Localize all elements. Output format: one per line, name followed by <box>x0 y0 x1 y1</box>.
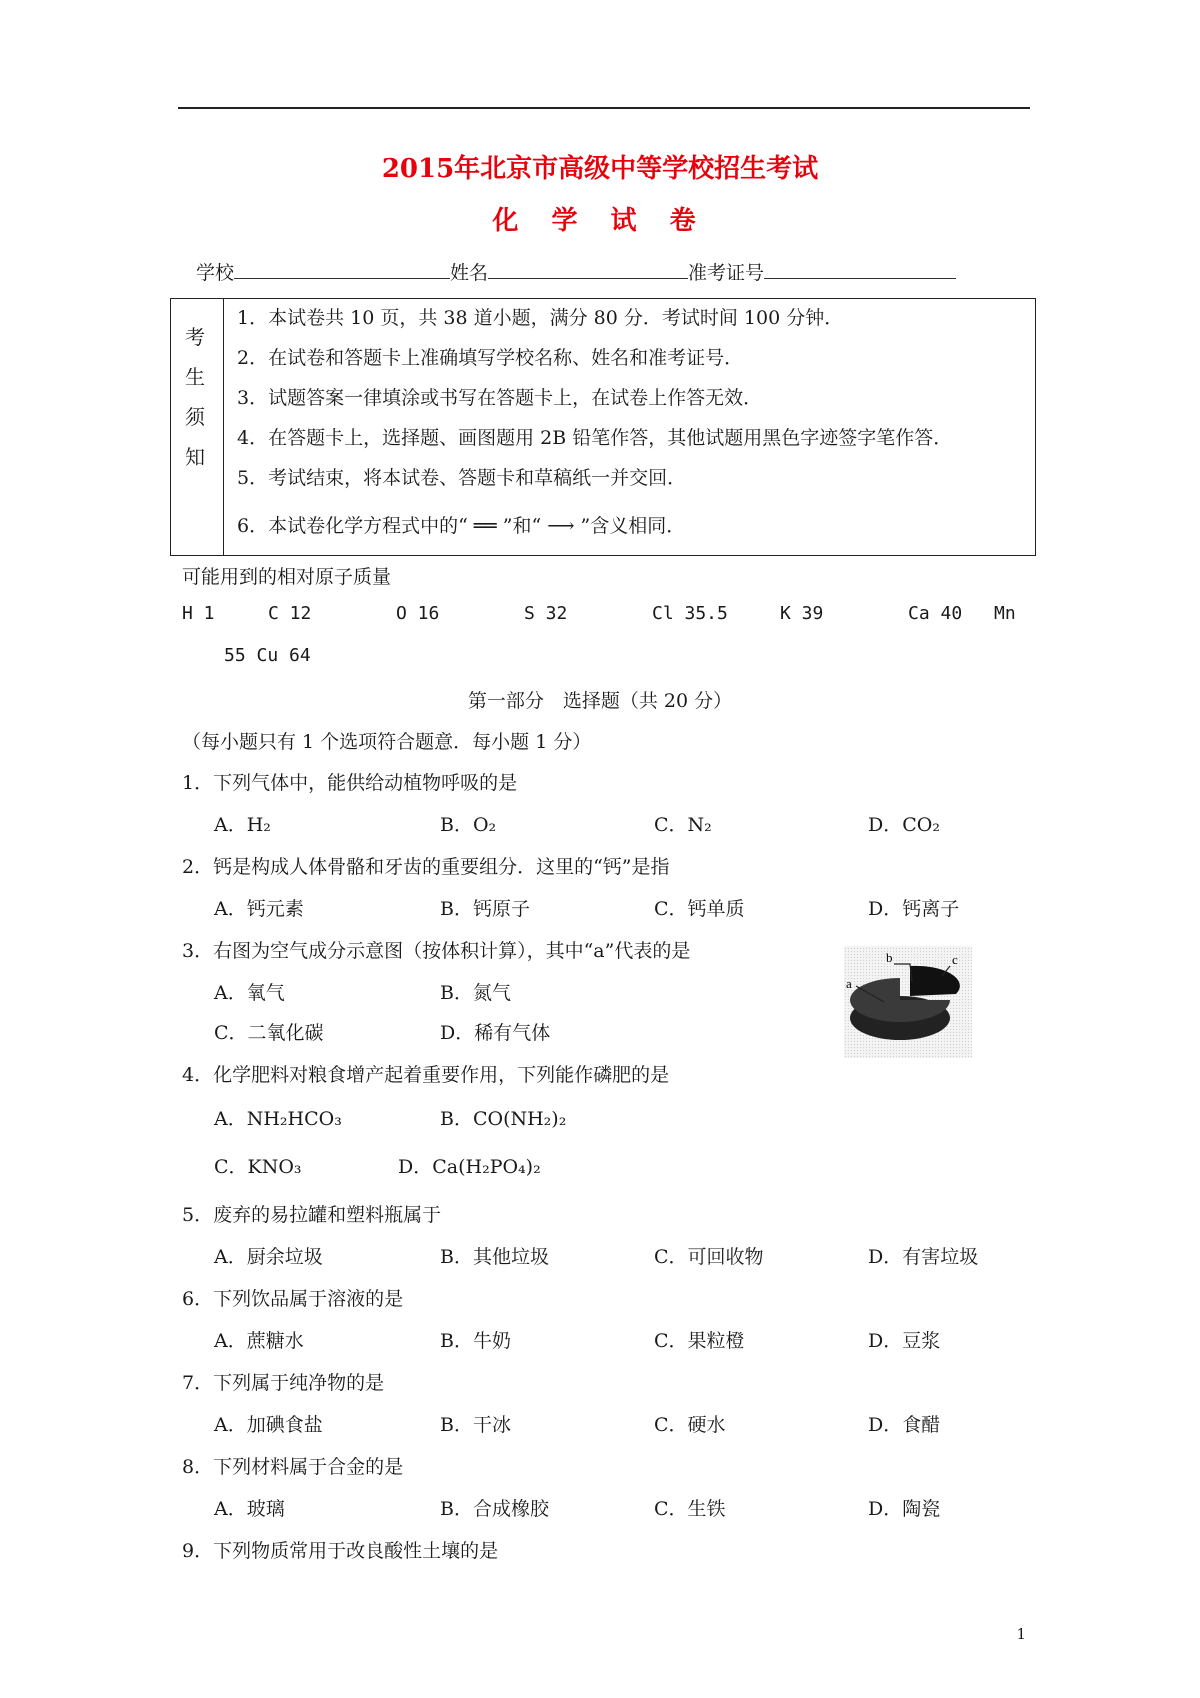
notice-label-column <box>171 299 224 555</box>
option: A．玻璃 <box>214 1498 285 1520</box>
question-stem: 3．右图为空气成分示意图（按体积计算），其中“a”代表的是 <box>182 940 691 962</box>
mass-item: S 32 <box>524 603 568 624</box>
notice-item: 5．考试结束，将本试卷、答题卡和草稿纸一并交回． <box>237 467 687 489</box>
question-stem: 2．钙是构成人体骨骼和牙齿的重要组分．这里的“钙”是指 <box>182 856 670 878</box>
pie-label-a: a <box>846 976 852 991</box>
option: B．其他垃圾 <box>440 1246 549 1268</box>
option: B．钙原子 <box>440 898 530 920</box>
pie-label-c: c <box>952 952 958 967</box>
option: A．蔗糖水 <box>214 1330 304 1352</box>
mass-item: Cl 35.5 <box>652 603 728 624</box>
air-composition-pie-figure <box>838 938 978 1062</box>
info-fields <box>196 258 956 285</box>
option: B．干冰 <box>440 1414 511 1436</box>
notice-box <box>170 298 1036 556</box>
exam-title: 2015年北京市高级中等学校招生考试 <box>381 154 819 184</box>
section-note: （每小题只有 1 个选项符合题意．每小题 1 分） <box>182 731 592 753</box>
notice-label-char: 知 <box>185 445 205 469</box>
notice-label-char: 须 <box>185 405 205 429</box>
option: C．钙单质 <box>654 898 745 920</box>
mass-item: O 16 <box>396 603 440 624</box>
section-title: 第一部分 选择题（共 20 分） <box>467 690 733 712</box>
mass-item: Ca 40 <box>908 603 963 624</box>
option: C．生铁 <box>654 1498 726 1520</box>
notice-item: 3．试题答案一律填涂或书写在答题卡上，在试卷上作答无效． <box>237 387 763 409</box>
question-stem: 9．下列物质常用于改良酸性土壤的是 <box>182 1540 499 1562</box>
option: C．N₂ <box>654 814 712 836</box>
question-stem: 1．下列气体中，能供给动植物呼吸的是 <box>182 772 518 794</box>
pie-label-b: b <box>886 950 893 965</box>
option: D．有害垃圾 <box>868 1246 979 1268</box>
option: D．Ca(H₂PO₄)₂ <box>398 1156 541 1178</box>
option: B．合成橡胶 <box>440 1498 549 1520</box>
notice-item: 2．在试卷和答题卡上准确填写学校名称、姓名和准考证号． <box>237 347 744 369</box>
mass-line-2: 55 Cu 64 <box>224 645 311 666</box>
option: A．钙元素 <box>214 898 304 920</box>
option: B．O₂ <box>440 814 497 836</box>
notice-item: 4．在答题卡上，选择题、画图题用 2B 铅笔作答，其他试题用黑色字迹签字笔作答． <box>237 427 953 449</box>
name-label: 姓名 <box>450 262 489 284</box>
exam-subtitle: 化 学 试 卷 <box>492 206 708 236</box>
option: C．二氧化碳 <box>214 1022 324 1044</box>
option: B．CO(NH₂)₂ <box>440 1108 567 1130</box>
question-stem: 5．废弃的易拉罐和塑料瓶属于 <box>182 1204 442 1226</box>
mass-item: K 39 <box>780 603 824 624</box>
mass-item: C 12 <box>268 603 312 624</box>
question-stem: 7．下列属于纯净物的是 <box>182 1372 385 1394</box>
masses-label: 可能用到的相对原子质量 <box>182 566 392 588</box>
option: A．H₂ <box>214 814 271 836</box>
notice-label-char: 生 <box>185 365 205 389</box>
top-rule <box>178 107 1030 109</box>
option: C．可回收物 <box>654 1246 764 1268</box>
option: D．CO₂ <box>868 814 940 836</box>
id-field[interactable] <box>764 260 956 279</box>
mass-item: H 1 <box>182 603 215 624</box>
option: D．豆浆 <box>868 1330 941 1352</box>
notice-item: 1．本试卷共 10 页，共 38 道小题，满分 80 分．考试时间 100 分钟． <box>237 307 844 329</box>
option: D．稀有气体 <box>440 1022 551 1044</box>
option: A．NH₂HCO₃ <box>214 1108 342 1130</box>
school-label: 学校 <box>196 262 235 284</box>
option: D．钙离子 <box>868 898 960 920</box>
notice-item: 6．本试卷化学方程式中的“ ══ ”和“ ⟶ ”含义相同． <box>237 515 686 537</box>
option: A．氧气 <box>214 982 285 1004</box>
mass-item: Mn <box>994 603 1016 624</box>
school-field[interactable] <box>234 260 450 279</box>
option: B．氮气 <box>440 982 511 1004</box>
page-number: 1 <box>1016 1625 1026 1643</box>
id-label: 准考证号 <box>688 262 765 284</box>
question-stem: 8．下列材料属于合金的是 <box>182 1456 404 1478</box>
option: D．食醋 <box>868 1414 941 1436</box>
notice-label-char: 考 <box>185 325 205 349</box>
option: A．加碘食盐 <box>214 1414 323 1436</box>
name-field[interactable] <box>488 260 688 279</box>
question-stem: 6．下列饮品属于溶液的是 <box>182 1288 404 1310</box>
option: A．厨余垃圾 <box>214 1246 323 1268</box>
question-stem: 4．化学肥料对粮食增产起着重要作用，下列能作磷肥的是 <box>182 1064 670 1086</box>
option: C．KNO₃ <box>214 1156 302 1178</box>
option: D．陶瓷 <box>868 1498 941 1520</box>
option: B．牛奶 <box>440 1330 511 1352</box>
option: C．硬水 <box>654 1414 726 1436</box>
option: C．果粒橙 <box>654 1330 745 1352</box>
